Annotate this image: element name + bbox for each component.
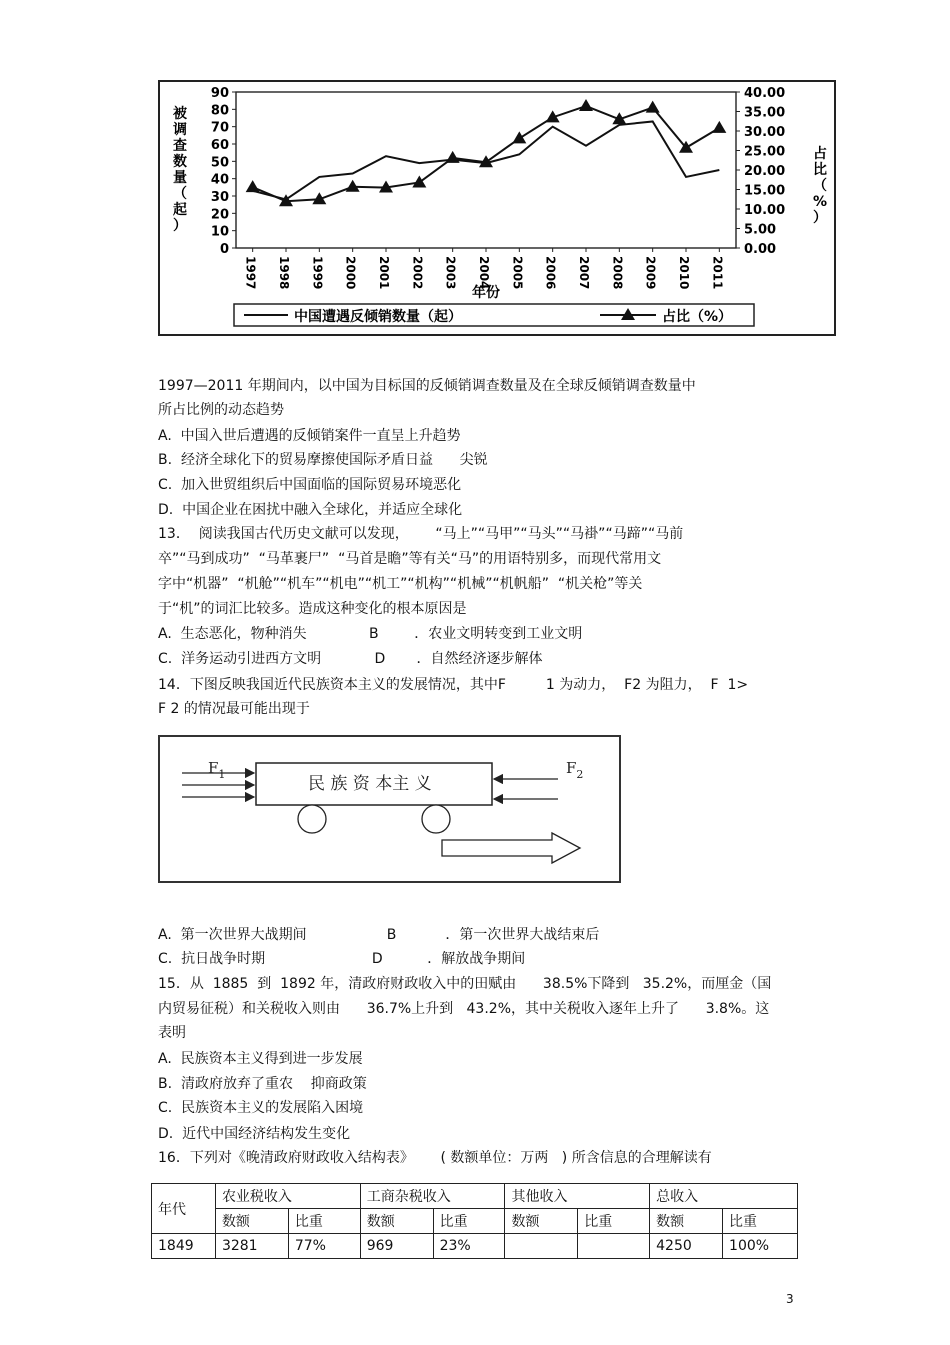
y2-tick-label: 5.00 bbox=[744, 222, 777, 238]
capitalism-force-diagram bbox=[158, 735, 621, 883]
x-tick-label: 2005 bbox=[510, 256, 525, 290]
y2-tick-label: 15.00 bbox=[744, 183, 786, 199]
q13-line3: 字中“机器” “机舱”“机车”“机电”“机工”“机构”“机械”“机帆船” “机关枪”等关 bbox=[158, 576, 643, 592]
y-tick-label: 90 bbox=[210, 86, 229, 101]
y2-axis-title: 占比（%） bbox=[812, 146, 828, 226]
q15-option-d: D. 近代中国经济结构发生变化 bbox=[158, 1126, 351, 1142]
x-tick-label: 2011 bbox=[710, 256, 725, 290]
q13-options-cd: C. 洋务运动引进西方文明 D ．自然经济逐步解体 bbox=[158, 651, 543, 667]
table-cell bbox=[578, 1234, 650, 1259]
x-tick-label: 2010 bbox=[677, 256, 691, 290]
f2-arrows bbox=[494, 779, 558, 799]
x-tick-label: 2001 bbox=[377, 256, 391, 290]
y2-tick-label: 0.00 bbox=[744, 242, 777, 257]
q15-line3: 表明 bbox=[158, 1025, 186, 1041]
x-tick-label: 2007 bbox=[577, 256, 591, 290]
table-subheader: 数额 bbox=[650, 1209, 723, 1234]
x-tick-label: 1997 bbox=[243, 256, 258, 290]
table-cell: 969 bbox=[360, 1234, 433, 1259]
q15-line1: 15．从 1885 到 1892 年，清政府财政收入中的田赋由 38.5%下降到 35.2%，而厘金（国 bbox=[158, 976, 772, 992]
series-share-line bbox=[253, 106, 720, 201]
cart-wheel-right bbox=[422, 805, 450, 833]
direction-arrow-icon bbox=[442, 833, 580, 863]
table-subheader: 数额 bbox=[215, 1209, 288, 1234]
series-share-point bbox=[246, 180, 260, 192]
f1-label: $F_1$ bbox=[208, 759, 226, 781]
q12-option-b: B. 经济全球化下的贸易摩擦使国际矛盾日益 尖锐 bbox=[158, 452, 488, 468]
series-share-point bbox=[412, 175, 426, 187]
y-tick-label: 0 bbox=[219, 242, 229, 257]
table-subheader: 比重 bbox=[433, 1209, 505, 1234]
y-tick-label: 80 bbox=[210, 103, 229, 119]
plot-area bbox=[236, 92, 736, 248]
table-header-year: 年代 bbox=[152, 1184, 216, 1234]
series-share-point bbox=[646, 101, 660, 113]
q12-stem-line1: 1997—2011 年期间内，以中国为目标国的反倾销调查数量及在全球反倾销调查数量中 bbox=[158, 378, 696, 394]
y-tick-label: 10 bbox=[210, 224, 229, 240]
q13-line4: 于“机”的词汇比较多。造成这种变化的根本原因是 bbox=[158, 601, 467, 617]
table-cell: 77% bbox=[288, 1234, 360, 1259]
y2-tick-label: 25.00 bbox=[744, 144, 786, 160]
x-tick-label: 2002 bbox=[410, 256, 425, 290]
chart-svg bbox=[160, 82, 834, 334]
x-tick-label: 1999 bbox=[310, 256, 325, 290]
x-axis-title: 年份 bbox=[472, 285, 500, 301]
q13-line1: 13． 阅读我国古代历史文献可以发现， “马上”“马甲”“马头”“马褂”“马蹄”“马前 bbox=[158, 526, 684, 542]
legend-share-label: 占比（%） bbox=[662, 309, 733, 325]
table-header-group: 总收入 bbox=[650, 1184, 798, 1209]
legend-count-label: 中国遭遇反倾销数量（起） bbox=[294, 309, 462, 325]
y-tick-label: 20 bbox=[210, 207, 229, 223]
table-cell: 1849 bbox=[152, 1234, 216, 1259]
table-cell bbox=[505, 1234, 578, 1259]
q14-options-cd: C. 抗日战争时期 D ．解放战争期间 bbox=[158, 951, 526, 967]
q13-line2: 卒”“马到成功” “马革裹尸” “马首是瞻”等有关“马”的用语特别多，而现代常用文 bbox=[158, 551, 662, 567]
q15-line2: 内贸易征税）和关税收入则由 36.7%上升到 43.2%，其中关税收入逐年上升了 3.8%。这 bbox=[158, 1001, 770, 1017]
table-subheader: 比重 bbox=[288, 1209, 360, 1234]
y2-tick-label: 30.00 bbox=[744, 125, 786, 140]
q12-option-d: D. 中国企业在困扰中融入全球化，并适应全球化 bbox=[158, 502, 463, 518]
table-cell: 100% bbox=[723, 1234, 798, 1259]
table-row bbox=[152, 1234, 798, 1259]
q12-stem-line2: 所占比例的动态趋势 bbox=[158, 402, 284, 418]
series-share-point bbox=[712, 121, 726, 133]
table-cell: 3281 bbox=[215, 1234, 288, 1259]
y2-tick-label: 35.00 bbox=[744, 105, 786, 121]
x-tick-label: 1998 bbox=[277, 256, 291, 290]
q13-options-ab: A. 生态恶化，物种消失 B ．农业文明转变到工业文明 bbox=[158, 626, 583, 642]
q16-line1: 16．下列对《晚清政府财政收入结构表》 ( 数额单位：万两 ) 所含信息的合理解读有 bbox=[158, 1150, 712, 1166]
x-tick-label: 2003 bbox=[443, 256, 458, 290]
y-axis-title: 被调查数量（起） bbox=[173, 106, 187, 234]
series-share-point bbox=[346, 180, 360, 192]
series-share-point bbox=[512, 131, 526, 143]
y-tick-label: 30 bbox=[210, 190, 229, 205]
x-tick-label: 2006 bbox=[543, 256, 558, 290]
q14-options-ab: A. 第一次世界大战期间 B ．第一次世界大战结束后 bbox=[158, 927, 600, 943]
q15-option-a: A. 民族资本主义得到进一步发展 bbox=[158, 1051, 363, 1067]
series-share-point bbox=[579, 99, 593, 111]
y-tick-label: 40 bbox=[210, 172, 229, 188]
cart-wheel-left bbox=[298, 805, 326, 833]
table-subheader: 数额 bbox=[360, 1209, 433, 1234]
revenue-table bbox=[151, 1183, 798, 1259]
q15-option-b: B. 清政府放弃了重农 抑商政策 bbox=[158, 1076, 367, 1092]
anti-dumping-chart bbox=[158, 80, 836, 336]
table-subheader: 比重 bbox=[578, 1209, 650, 1234]
x-tick-label: 2008 bbox=[610, 256, 625, 290]
page-number: 3 bbox=[786, 1292, 794, 1306]
series-share-point bbox=[446, 151, 460, 163]
q12-option-c: C. 加入世贸组织后中国面临的国际贸易环境恶化 bbox=[158, 477, 462, 493]
x-tick-label: 2000 bbox=[343, 256, 358, 290]
q14-line1: 14．下图反映我国近代民族资本主义的发展情况，其中F 1 为动力， F2 为阻力， F 1> bbox=[158, 677, 749, 693]
y2-tick-label: 10.00 bbox=[744, 203, 786, 218]
table-header-group: 工商杂税收入 bbox=[360, 1184, 505, 1209]
y-tick-label: 50 bbox=[210, 155, 229, 171]
y-tick-label: 60 bbox=[210, 138, 229, 153]
q12-option-a: A. 中国入世后遭遇的反倾销案件一直呈上升趋势 bbox=[158, 428, 461, 444]
table-cell: 23% bbox=[433, 1234, 505, 1259]
x-tick-label: 2004 bbox=[477, 256, 491, 290]
x-tick-label: 2009 bbox=[643, 256, 658, 290]
table-header-group: 其他收入 bbox=[505, 1184, 650, 1209]
table-header-group: 农业税收入 bbox=[215, 1184, 360, 1209]
table-subheader: 数额 bbox=[505, 1209, 578, 1234]
y2-tick-label: 40.00 bbox=[744, 86, 786, 101]
f2-label: $F_2$ bbox=[566, 759, 584, 781]
y2-tick-label: 20.00 bbox=[744, 164, 786, 179]
q15-option-c: C. 民族资本主义的发展陷入困境 bbox=[158, 1100, 364, 1116]
cart-label: 民 族 资 本主 义 bbox=[308, 774, 432, 794]
force-diagram-svg bbox=[160, 737, 619, 881]
q14-line2: F 2 的情况最可能出现于 bbox=[158, 701, 310, 717]
table-subheader: 比重 bbox=[723, 1209, 798, 1234]
y-tick-label: 70 bbox=[210, 120, 229, 136]
table-cell: 4250 bbox=[650, 1234, 723, 1259]
